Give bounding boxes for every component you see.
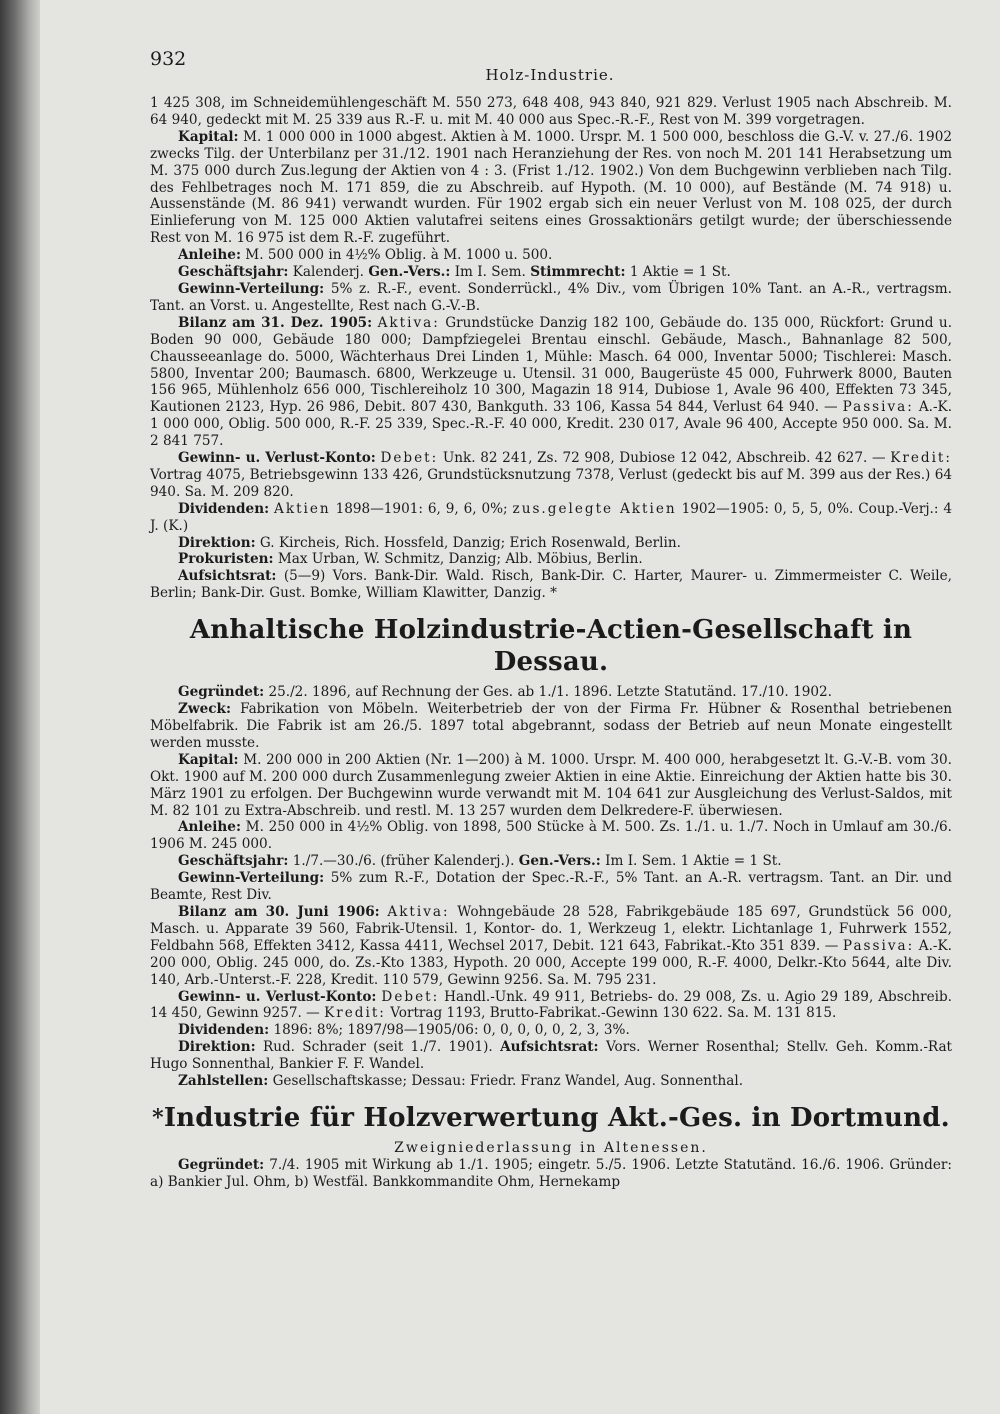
kapital-label: Kapital: xyxy=(178,751,239,768)
direktion-text: Rud. Schrader (seit 1./7. 1901). xyxy=(262,1039,493,1056)
aufsichtsrat-paragraph xyxy=(150,568,952,602)
dividenden-label: Dividenden: xyxy=(178,500,270,517)
anleihe-label: Anleihe: xyxy=(178,819,241,836)
geschaeftsjahr-text: 1./7.—30./6. (früher Kalenderj.). xyxy=(292,853,515,870)
gewinnvert-text: 5% zum R.-F., Dotation der Spec.-R.-F., 5% Tant. an A.-R. vertragsm. Tant. an Dir. und Beamte, Rest Div. xyxy=(150,870,952,904)
passiva-text: A.-K. 1 000 000, Oblig. 500 000, R.-F. 25 339, Spec.-R.-F. 40 000, Kredit. 230 017, Avale 96 400, Accepte 950 000. Sa. M. 2 841 757. xyxy=(150,399,953,450)
entry-intro: 1 425 308, im Schneidemühlengeschäft M. 550 273, 648 408, 943 840, 921 829. Verlust 1905 nach Abschreib. M. 64 940, gedeckt mit M. 25 339 aus R.-F. u. mit M. 40 000 aus Spec.-R.-F., Rest von M. 399 vorgetragen. xyxy=(150,95,952,128)
page-number: 932 xyxy=(150,48,187,70)
zweck-text: Fabrikation von Möbeln. Weiterbetrieb der von der Firma Fr. Hübner & Rosenthal betriebenen Möbelfabrik. Die Fabrik ist am 26./5. 1897 total abgebrannt, sodass der Betrieb auf neun Monate eingestellt werden musste. xyxy=(150,701,952,751)
gegruendet-paragraph xyxy=(150,1157,952,1191)
page-content xyxy=(150,95,952,1191)
stimmrecht-text: 1 Aktie = 1 St. xyxy=(629,264,731,281)
direktion-text: G. Kircheis, Rich. Hossfeld, Danzig; Erich Rosenwald, Berlin. xyxy=(259,534,681,551)
kredit-word: Kredit: xyxy=(324,1005,386,1022)
company-title: Anhaltische Holzindustrie-Actien-Gesellschaft in Dessau. xyxy=(189,615,913,678)
aktiva-text: Grundstücke Danzig 182 100, Gebäude do. 135 000, Rückfort: Grund u. Boden 90 000, Gebäude 180 000; Dampfziegelei Brentau einschl. Gebäude, Masch., Bahnanlage 82 500, Chausseeanlage do. 5000, Wächterhaus Drei Linden 1, Mühle: Masch. 64 000, Inventar 5000; Tischlerei: Masch. 5800, Inventar 200; Baumasch. 6800, Werkzeuge u. Utensil. 31 000, Baugerüste 45 000, Fuhrwerk 8000, Bauten 156 965, Mühlenholz 656 000, Tischlereiholz 10 300, Magazin 18 914, Dubiose 1, Avale 96 400, Effekten 73 345, Kautionen 2123, Hyp. 26 986, Debit. 807 430, Bankguth. 33 106, Kassa 54 844, Verlust 64 940. — xyxy=(150,314,953,416)
geschaeftsjahr-paragraph xyxy=(150,853,952,870)
aktiva-text: Wohngebäude 28 528, Fabrikgebäude 185 697, Grundstück 56 000, Masch. u. Apparate 39 560, Fabrik-Utensil. 1, Kontor- do. 1, Werkzeug 1, elektr. Lichtanlage 1, Fuhrwerk 1552, Feldbahn 568, Effekten 3412, Kassa 4411, Wechsel 2017, Debit. 121 643, Fabrikat.-Kto 351 839. — xyxy=(150,903,952,954)
company-title xyxy=(150,1102,952,1134)
geschaeftsjahr-paragraph xyxy=(150,264,952,281)
anleihe-label: Anleihe: xyxy=(178,247,241,264)
company-subtitle: Zweigniederlassung in Altenessen. xyxy=(394,1139,708,1156)
gegruendet-text: 25./2. 1896, auf Rechnung der Ges. ab 1./1. 1896. Letzte Statutänd. 17./10. 1902. xyxy=(268,684,832,701)
kapital-paragraph xyxy=(150,129,952,247)
anleihe-paragraph xyxy=(150,819,952,853)
aufsichtsrat-text: Vors. Werner Rosenthal; Stellv. Geh. Komm.-Rat Hugo Sonnenthal, Bankier F. F. Wandel. xyxy=(150,1039,953,1073)
guv-label: Gewinn- u. Verlust-Konto: xyxy=(178,988,377,1005)
aufsichtsrat-text: (5—9) Vors. Bank-Dir. Wald. Risch, Bank-Dir. C. Harter, Maurer- u. Zimmermeister C. Weile, Berlin; Bank-Dir. Gust. Bomke, William Klawitter, Danzig. * xyxy=(150,568,952,602)
direktion-paragraph xyxy=(150,1039,952,1073)
dividenden-aktien-word: Aktien xyxy=(274,500,331,517)
kredit-text: Vortrag 4075, Betriebsgewinn 133 426, Grundstücksnutzung 7378, Verlust (gedeckt bis auf M. 399 aus der Res.) 64 940. Sa. M. 209 820. xyxy=(150,466,952,500)
zahlstellen-text: Gesellschaftskasse; Dessau: Friedr. Franz Wandel, Aug. Sonnenthal. xyxy=(272,1073,744,1090)
prokuristen-label: Prokuristen: xyxy=(178,551,274,568)
kredit-text: Vortrag 1193, Brutto-Fabrikat.-Gewinn 130 622. Sa. M. 131 815. xyxy=(390,1005,837,1022)
kapital-text: M. 200 000 in 200 Aktien (Nr. 1—200) à M. 1000. Urspr. M. 400 000, herabgesetzt lt. G.-V.-B. vom 30. Okt. 1900 auf M. 200 000 durch Zusammenlegung zweier Aktien in eine Aktie. Einreichung der Aktien hatte bis 30. März 1901 zu erfolgen. Der Buchgewinn wurde verwandt mit M. 104 641 zur Ausgleichung des Verlust-Saldos, mit M. 82 101 zu Extra-Abschreib. und restl. M. 13 257 wurden dem Delkredere-F. überwiesen. xyxy=(150,751,953,819)
direktion-paragraph xyxy=(150,535,952,552)
dividenden-text: 1896: 8%; 1897/98—1905/06: 0, 0, 0, 0, 0, 2, 3, 3%. xyxy=(273,1022,630,1039)
prokuristen-text: Max Urban, W. Schmitz, Danzig; Alb. Möbius, Berlin. xyxy=(277,551,643,568)
dividenden-text-1: 1898—1901: 6, 9, 6, 0%; xyxy=(335,500,508,517)
dividenden-zus-word: zus.gelegte Aktien xyxy=(512,500,677,517)
passiva-text: A.-K. 200 000, Oblig. 245 000, do. Zs.-Kto 1383, Hypoth. 20 000, Accepte 199 000, R.-F. 4000, Delkr.-Kto 5644, alte Div. 140, Arb.-Unterst.-F. 228, Kredit. 110 579, Gewinn 9256. Sa. M. 795 231. xyxy=(150,937,953,988)
debet-text: Handl.-Unk. 49 911, Betriebs- do. 29 008, Zs. u. Agio 29 189, Abschreib. 14 450, Gewinn 9257. — xyxy=(150,988,952,1022)
entry-continued xyxy=(150,95,952,602)
direktion-label: Direktion: xyxy=(178,534,256,551)
dividenden-label: Dividenden: xyxy=(178,1022,270,1039)
genvers-text: Im I. Sem. xyxy=(454,264,526,281)
kapital-label: Kapital: xyxy=(178,128,239,145)
gewinnvert-text: 5% z. R.-F., event. Sonderrückl., 4% Div., vom Übrigen 10% Tant. an A.-R., vertragsm. Tant. an Vorst. u. Angestellte, Rest nach G.-V.-B. xyxy=(150,280,952,314)
entry-anhaltische xyxy=(150,614,952,1090)
entry-industrie-holzverwertung xyxy=(150,1102,952,1191)
anleihe-text: M. 250 000 in 4½% Oblig. von 1898, 500 Stücke à M. 500. Zs. 1./1. u. 1./7. Noch in Umlauf am 30./6. 1906 M. 245 000. xyxy=(150,819,952,853)
zahlstellen-label: Zahlstellen: xyxy=(178,1073,269,1090)
page-header xyxy=(150,48,950,84)
dividenden-text-2: 1902—1905: 0, 5, 5, 0%. Coup.-Verj.: 4 J. (K.) xyxy=(150,500,952,534)
guv-paragraph xyxy=(150,989,952,1023)
geschaeftsjahr-label: Geschäftsjahr: xyxy=(178,264,289,281)
bilanz-label: Bilanz am 30. Juni 1906: xyxy=(178,903,380,920)
gegruendet-label: Gegründet: xyxy=(178,684,265,701)
debet-word: Debet: xyxy=(380,450,439,467)
aktiva-word: Aktiva: xyxy=(377,314,440,331)
geschaeftsjahr-text: Kalenderj. xyxy=(292,264,364,281)
anleihe-paragraph xyxy=(150,247,952,264)
genvers-text: Im I. Sem. 1 Aktie = 1 St. xyxy=(605,853,782,870)
stimmrecht-label: Stimmrecht: xyxy=(530,264,626,281)
gegruendet-text: 7./4. 1905 mit Wirkung ab 1./1. 1905; eingetr. 5./5. 1906. Letzte Statutänd. 16./6. 1906. Gründer: a) Bankier Jul. Ohm, b) Westfäl. Bankkommandite Ohm, Hernekamp xyxy=(150,1156,952,1190)
gegruendet-paragraph xyxy=(150,684,952,701)
direktion-label: Direktion: xyxy=(178,1039,256,1056)
aktiva-word: Aktiva: xyxy=(387,903,450,920)
passiva-word: Passiva: xyxy=(842,937,915,954)
zahlstellen-paragraph xyxy=(150,1073,952,1090)
prokuristen-paragraph xyxy=(150,551,952,568)
kredit-word: Kredit: xyxy=(890,450,952,467)
zweck-label: Zweck: xyxy=(178,701,231,718)
debet-text: Unk. 82 241, Zs. 72 908, Dubiose 12 042, Abschreib. 42 627. — xyxy=(442,450,886,467)
aufsichtsrat-label: Aufsichtsrat: xyxy=(500,1039,599,1056)
dividenden-paragraph xyxy=(150,501,952,535)
gewinnvert-label: Gewinn-Verteilung: xyxy=(178,870,325,887)
debet-word: Debet: xyxy=(381,988,440,1005)
gegruendet-label: Gegründet: xyxy=(178,1156,265,1173)
book-spine xyxy=(0,0,40,1414)
bilanz-label: Bilanz am 31. Dez. 1905: xyxy=(178,314,373,331)
gewinnvert-paragraph xyxy=(150,870,952,904)
passiva-word: Passiva: xyxy=(842,399,914,416)
zweck-paragraph xyxy=(150,701,952,752)
gewinnvert-paragraph xyxy=(150,281,952,315)
genvers-label: Gen.-Vers.: xyxy=(368,264,451,281)
kapital-paragraph xyxy=(150,752,952,820)
guv-paragraph xyxy=(150,450,952,501)
running-title: Holz-Industrie. xyxy=(485,66,615,84)
genvers-label: Gen.-Vers.: xyxy=(518,853,601,870)
bilanz-paragraph xyxy=(150,904,952,989)
kapital-text: M. 1 000 000 in 1000 abgest. Aktien à M. 1000. Urspr. M. 1 500 000, beschloss die G.-V. v. 27./6. 1902 zwecks Tilg. der Unterbilanz per 31./12. 1901 nach Heranziehung der Res. von noch M. 201 141 Herabsetzung um M. 375 000 durch Zus.legung der Aktien von 4 : 3. (Frist 1./12. 1902.) Von dem Buchgewinn verblieben nach Tilg. des Fehlbetrages noch M. 171 859, die zu Abschreib. auf Hypoth. (M. 10 000), auf Bestände (M. 74 918) u. Aussenstände (M. 86 941) verwandt wurden. Für 1902 ergab sich ein neuer Verlust von M. 108 025, der durch Einlieferung von M. 125 000 Aktien valutafrei seitens eines Grossaktionärs getilgt wurde; der überschiessende Rest von M. 16 975 ist dem R.-F. zugeführt. xyxy=(150,128,952,247)
anleihe-text: M. 500 000 in 4½% Oblig. à M. 1000 u. 500. xyxy=(245,247,553,264)
geschaeftsjahr-label: Geschäftsjahr: xyxy=(178,853,289,870)
guv-label: Gewinn- u. Verlust-Konto: xyxy=(178,450,376,467)
bilanz-paragraph xyxy=(150,315,952,450)
aufsichtsrat-label: Aufsichtsrat: xyxy=(178,568,277,585)
asterisk-mark: * xyxy=(152,1104,164,1131)
company-title-text: Industrie für Holzverwertung Akt.-Ges. in Dortmund. xyxy=(163,1102,950,1133)
dividenden-paragraph xyxy=(150,1022,952,1039)
gewinnvert-label: Gewinn-Verteilung: xyxy=(178,280,325,297)
